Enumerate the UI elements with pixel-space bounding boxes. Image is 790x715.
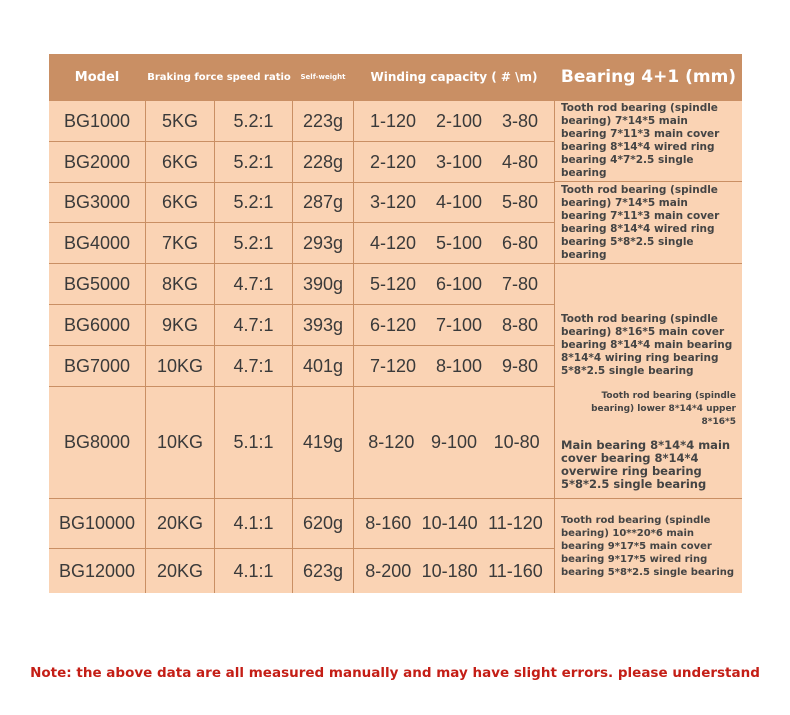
braking-force-cell: 10KG [146, 387, 214, 498]
winding-value: 6-100 [435, 273, 483, 294]
model-cell: BG2000 [49, 142, 145, 182]
winding-value: 5-120 [369, 273, 417, 294]
winding-value: 7-80 [501, 273, 538, 294]
model-cell: BG10000 [49, 499, 145, 548]
winding-value: 11-120 [488, 513, 543, 533]
winding-value: 10-140 [421, 513, 478, 533]
bearing-spec-cell: Main bearing 8*14*4 main cover bearing 8*14*4 overwire ring bearing 5*8*2.5 single bearing [555, 431, 742, 498]
measurement-note: Note: the above data are all measured manually and may have slight errors. please understand [30, 665, 760, 681]
winding-value: 8-80 [501, 314, 538, 335]
braking-force-cell: 9KG [146, 305, 214, 345]
winding-value: 4-80 [501, 151, 538, 172]
winding-value: 9-80 [501, 355, 538, 376]
winding-value: 1-120 [369, 110, 417, 131]
winding-value: 4-120 [369, 232, 417, 253]
winding-value: 6-120 [369, 314, 417, 335]
model-cell: BG8000 [49, 387, 145, 498]
bearing-spec-cell: Tooth rod bearing (spindle bearing) lower 8*14*4 upper 8*16*5 [555, 387, 742, 431]
winding-value: 6-80 [501, 232, 538, 253]
winding-value: 4-100 [435, 192, 483, 212]
winding-capacity-cell [354, 142, 554, 182]
speed-ratio-cell: 4.7:1 [215, 305, 292, 345]
speed-ratio-cell: 5.2:1 [215, 101, 292, 141]
self-weight-cell: 620g [293, 499, 353, 548]
self-weight-cell: 390g [293, 264, 353, 304]
model-cell: BG4000 [49, 223, 145, 263]
winding-capacity-cell [354, 346, 554, 386]
self-weight-cell: 623g [293, 549, 353, 593]
model-cell: BG3000 [49, 183, 145, 222]
winding-capacity-cell [354, 549, 554, 593]
model-cell: BG6000 [49, 305, 145, 345]
winding-value: 10-80 [493, 432, 540, 452]
winding-value: 9-100 [430, 432, 477, 452]
winding-value: 8-200 [365, 560, 412, 581]
winding-value: 8-160 [365, 513, 412, 533]
spec-table [49, 54, 742, 593]
self-weight-cell: 223g [293, 101, 353, 141]
braking-force-cell: 6KG [146, 183, 214, 222]
header-self-weight: Self-weight [300, 73, 346, 81]
speed-ratio-cell: 4.1:1 [215, 499, 292, 548]
braking-force-cell: 8KG [146, 264, 214, 304]
winding-capacity-cell [354, 305, 554, 345]
braking-force-cell: 7KG [146, 223, 214, 263]
winding-value: 11-160 [488, 560, 543, 581]
winding-capacity-cell [354, 101, 554, 141]
header-model: Model [74, 69, 120, 85]
winding-value: 5-100 [435, 232, 483, 253]
self-weight-cell: 401g [293, 346, 353, 386]
model-cell: BG7000 [49, 346, 145, 386]
speed-ratio-cell: 4.1:1 [215, 549, 292, 593]
winding-value: 10-180 [421, 560, 478, 581]
winding-value: 2-120 [369, 151, 417, 172]
header-braking-ratio: Braking force speed ratio [147, 71, 291, 83]
winding-value: 3-80 [501, 110, 538, 131]
self-weight-cell: 293g [293, 223, 353, 263]
speed-ratio-cell: 5.2:1 [215, 183, 292, 222]
model-cell: BG12000 [49, 549, 145, 593]
self-weight-cell: 419g [293, 387, 353, 498]
braking-force-cell: 6KG [146, 142, 214, 182]
bearing-spec-cell: Tooth rod bearing (spindle bearing) 7*14*5 main bearing 7*11*3 main cover bearing 8*14*4 wired ring bearing 4*7*2.5 single bearing [555, 101, 742, 181]
winding-value: 8-100 [435, 355, 483, 376]
bearing-spec-cell: Tooth rod bearing (spindle bearing) 10**20*6 main bearing 9*17*5 main cover bearing 9*17*5 wired ring bearing 5*8*2.5 single bearing [555, 499, 742, 593]
winding-capacity-cell [354, 499, 554, 548]
winding-value: 3-100 [435, 151, 483, 172]
winding-value: 8-120 [368, 432, 415, 452]
braking-force-cell: 10KG [146, 346, 214, 386]
self-weight-cell: 287g [293, 183, 353, 222]
braking-force-cell: 20KG [146, 549, 214, 593]
winding-value: 5-80 [501, 192, 538, 212]
braking-force-cell: 5KG [146, 101, 214, 141]
bearing-spec-cell: Tooth rod bearing (spindle bearing) 7*14*5 main bearing 7*11*3 main cover bearing 8*14*4 wired ring bearing 5*8*2.5 single bearing [555, 182, 742, 263]
model-cell: BG5000 [49, 264, 145, 304]
winding-capacity-cell [354, 387, 554, 498]
self-weight-cell: 228g [293, 142, 353, 182]
winding-capacity-cell [354, 223, 554, 263]
speed-ratio-cell: 4.7:1 [215, 346, 292, 386]
speed-ratio-cell: 5.2:1 [215, 142, 292, 182]
speed-ratio-cell: 4.7:1 [215, 264, 292, 304]
header-bearing: Bearing 4+1 (mm) [560, 67, 737, 87]
speed-ratio-cell: 5.2:1 [215, 223, 292, 263]
winding-value: 7-100 [435, 314, 483, 335]
winding-capacity-cell [354, 264, 554, 304]
winding-capacity-cell [354, 183, 554, 222]
header-winding-capacity: Winding capacity ( # \m) [370, 70, 538, 84]
winding-value: 2-100 [435, 110, 483, 131]
braking-force-cell: 20KG [146, 499, 214, 548]
model-cell: BG1000 [49, 101, 145, 141]
winding-value: 7-120 [369, 355, 417, 376]
speed-ratio-cell: 5.1:1 [215, 387, 292, 498]
winding-value: 3-120 [369, 192, 417, 212]
bearing-spec-cell: Tooth rod bearing (spindle bearing) 8*16*5 main cover bearing 8*14*4 main bearing 8*14*4 wiring ring bearing 5*8*2.5 single bearing [555, 264, 742, 427]
self-weight-cell: 393g [293, 305, 353, 345]
